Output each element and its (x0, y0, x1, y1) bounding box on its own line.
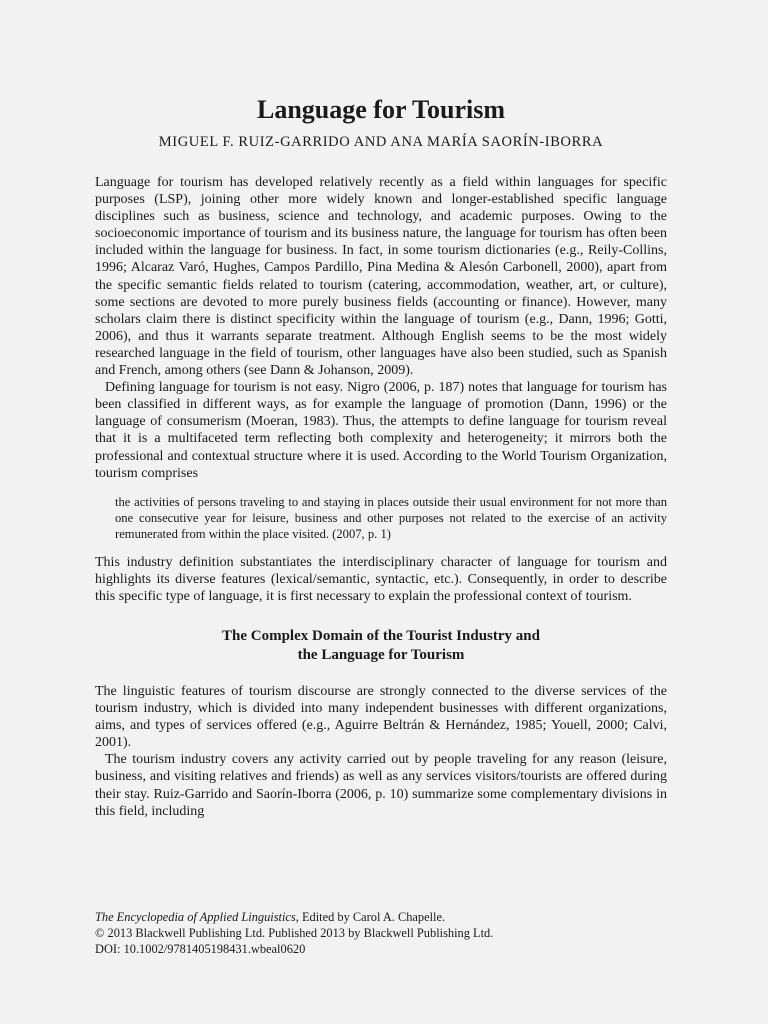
footer-copyright: © 2013 Blackwell Publishing Ltd. Published 2013 by Blackwell Publishing Ltd. (95, 926, 494, 940)
body-paragraph-5: The tourism industry covers any activity carried out by people traveling for any reason (leisure, business, and visiting relatives and friends) as well as any services visitors/tourists are offered during their stay. Ruiz-Garrido and Saorín-Iborra (2006, p. 10) summarize some complementary divisions in this field, including (95, 752, 667, 819)
body-paragraph-2: Defining language for tourism is not easy. Nigro (2006, p. 187) notes that language for tourism has been classified in different ways, as for example the language of promotion (Dann, 1996) or the language of consumerism (Moeran, 1983). Thus, the attempts to define language for tourism reveal that it is a multifaceted term reflecting both complexity and heterogeneity; it mirrors both the professional and contextual structure where it is used. According to the World Tourism Organization, tourism comprises (95, 380, 667, 481)
page-footer (95, 909, 667, 957)
body-paragraph-4: The linguistic features of tourism discourse are strongly connected to the diverse services of the tourism industry, which is divided into many independent businesses with different organizations, aims, and types of services offered (e.g., Aguirre Beltrán & Hernández, 1985; Youell, 2000; Calvi, 2001). (95, 683, 667, 751)
block-quote: the activities of persons traveling to and staying in places outside their usual environment for not more than one consecutive year for leisure, business and other purposes not related to the exercise of an activity remunerated from within the place visited. (2007, p. 1) (115, 494, 667, 541)
section-heading-line-1: The Complex Domain of the Tourist Industry and (222, 627, 540, 644)
section-heading (95, 627, 667, 665)
footer-doi: DOI: 10.1002/9781405198431.wbeal0620 (95, 942, 306, 956)
body-paragraph-3: This industry definition substantiates the interdisciplinary character of language for tourism and highlights its diverse features (lexical/semantic, syntactic, etc.). Consequently, in order to describe this specific type of language, it is first necessary to explain the professional context of tourism. (95, 554, 667, 604)
encyclopedia-title: The Encyclopedia of Applied Linguistics (95, 910, 296, 924)
article-title: Language for Tourism (256, 95, 505, 124)
footer-citation (95, 909, 667, 925)
body-paragraph-1: Language for tourism has developed relatively recently as a field within languages for specific purposes (LSP), joining other more widely known and longer-established specific language disciplines such as business, science and technology, and academic purposes. Owing to the socioeconomic importance of tourism and its business nature, the language for tourism has often been included within the language for business. In fact, in some tourism dictionaries (e.g., Reily-Collins, 1996; Alcaraz Varó, Hughes, Campos Pardillo, Pina Medina & Alesón Carbonell, 2000), apart from the specific semantic fields related to tourism (catering, accommodation, weather, art, or culture), some sections are devoted to more purely business fields (accounting or finance). However, many scholars claim there is distinct specificity within the language of tourism (e.g., Dann, 1996; Gotti, 2006), and thus it warrants separate treatment. Although English seems to be the most widely researched language in the field of tourism, other languages have also been studied, such as Spanish and French, among others (see Dann & Johanson, 2009). (95, 175, 667, 379)
section-heading-line-2: the Language for Tourism (297, 646, 465, 663)
edited-by: , Edited by Carol A. Chapelle. (295, 910, 446, 924)
article-page (95, 0, 667, 820)
article-authors: MIGUEL F. RUIZ-GARRIDO AND ANA MARÍA SAORÍN-IBORRA (158, 134, 604, 150)
